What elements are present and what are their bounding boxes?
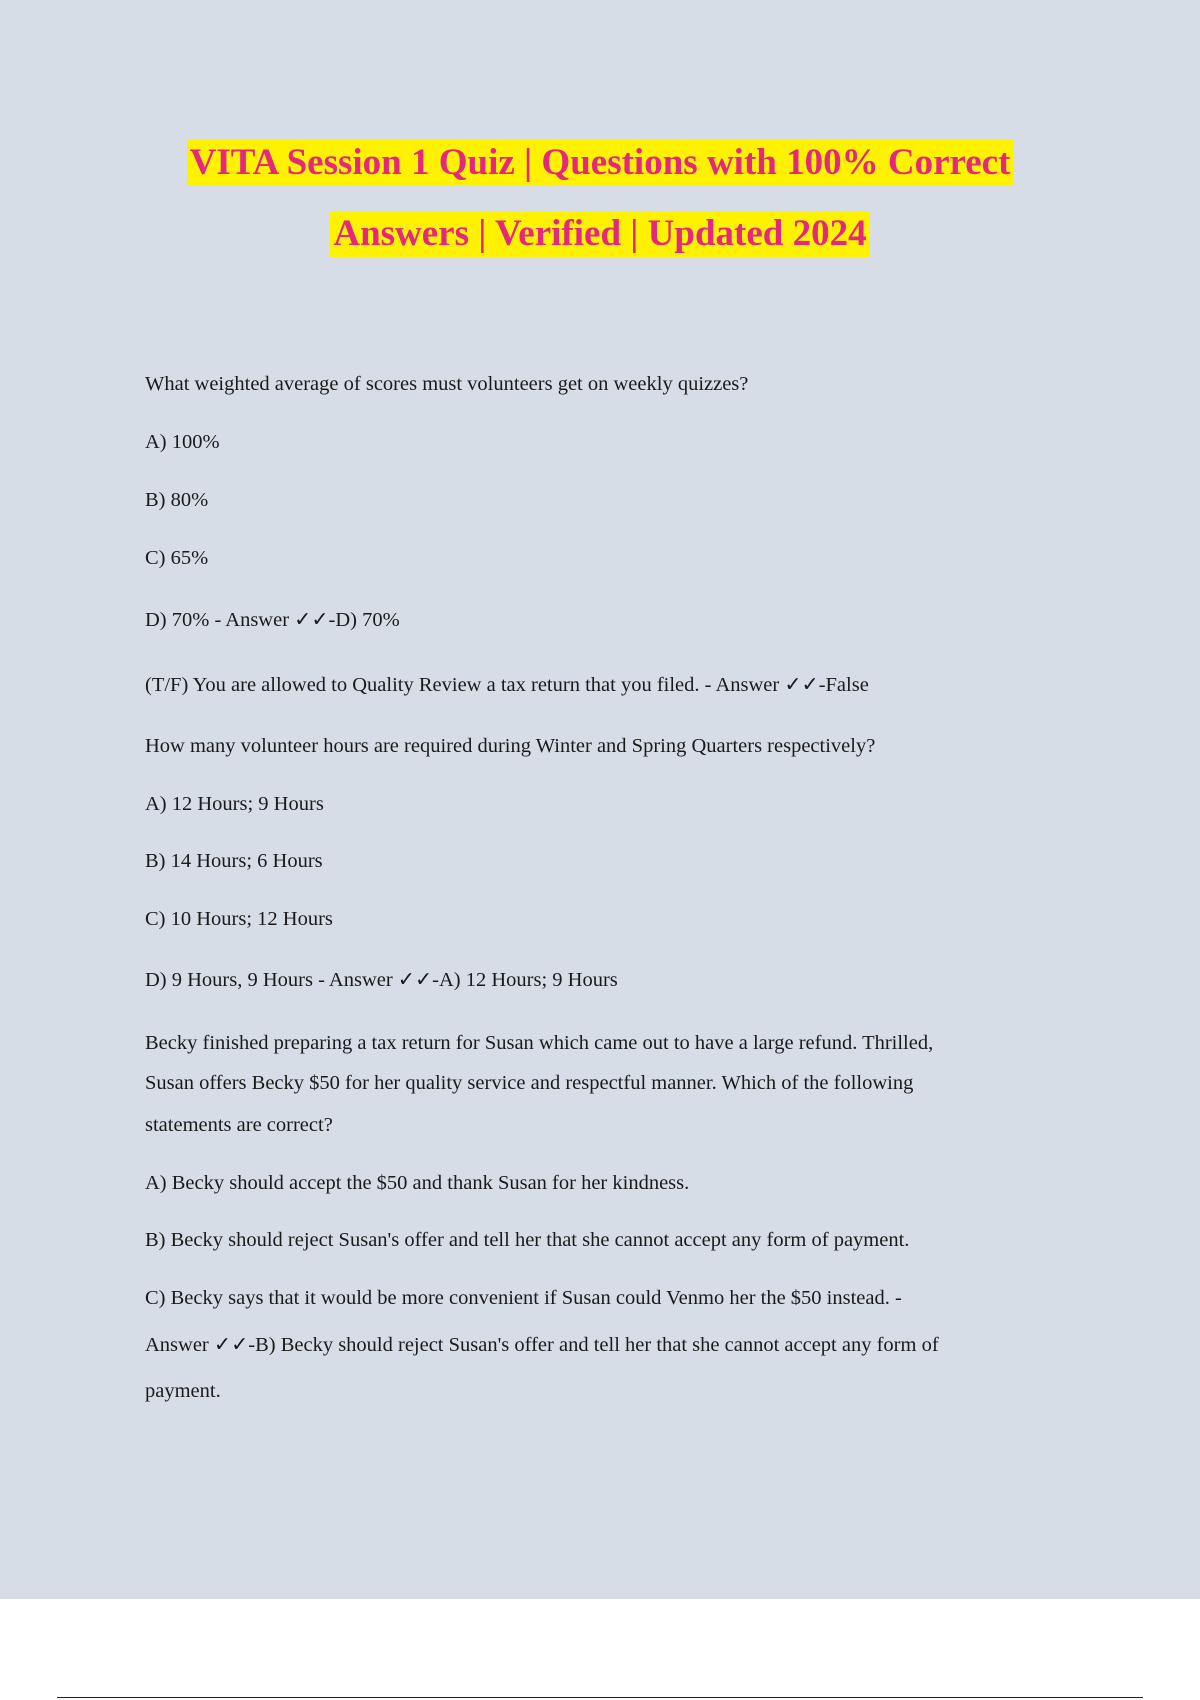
q1-option-a: A) 100% xyxy=(145,431,220,453)
q4-question-line-2: Susan offers Becky $50 for her quality service and respectful manner. Which of the following xyxy=(145,1072,914,1094)
q3-option-b: B) 14 Hours; 6 Hours xyxy=(145,850,323,872)
q4-question-line-1: Becky finished preparing a tax return for Susan which came out to have a large refund. Thrilled, xyxy=(145,1032,934,1054)
q3-question: How many volunteer hours are required during Winter and Spring Quarters respectively? xyxy=(145,735,876,757)
title-line-2: Answers | Verified | Updated 2024 xyxy=(330,211,869,257)
title-line-1: VITA Session 1 Quiz | Questions with 100% Correct xyxy=(187,140,1014,186)
q3-option-a: A) 12 Hours; 9 Hours xyxy=(145,793,324,815)
q1-question: What weighted average of scores must volunteers get on weekly quizzes? xyxy=(145,373,749,395)
q4-option-c-line-1: C) Becky says that it would be more convenient if Susan could Venmo her the $50 instead. - xyxy=(145,1287,902,1309)
q3-option-d-answer: D) 9 Hours, 9 Hours - Answer ✓✓-A) 12 Hours; 9 Hours xyxy=(145,969,618,991)
q4-question-line-3: statements are correct? xyxy=(145,1114,333,1136)
document-title xyxy=(0,140,1200,282)
q2-question-answer: (T/F) You are allowed to Quality Review a tax return that you filed. - Answer ✓✓-False xyxy=(145,674,869,696)
q4-answer-line-3: payment. xyxy=(145,1380,221,1402)
q1-option-b: B) 80% xyxy=(145,489,209,511)
q1-option-c: C) 65% xyxy=(145,547,209,569)
q1-option-d-answer: D) 70% - Answer ✓✓-D) 70% xyxy=(145,609,400,631)
q4-option-b: B) Becky should reject Susan's offer and tell her that she cannot accept any form of payment. xyxy=(145,1229,910,1251)
q3-option-c: C) 10 Hours; 12 Hours xyxy=(145,908,333,930)
q4-option-a: A) Becky should accept the $50 and thank Susan for her kindness. xyxy=(145,1172,690,1194)
footer-rule xyxy=(57,1697,1143,1698)
q4-answer-line-2: Answer ✓✓-B) Becky should reject Susan's offer and tell her that she cannot accept any form of xyxy=(145,1334,939,1356)
